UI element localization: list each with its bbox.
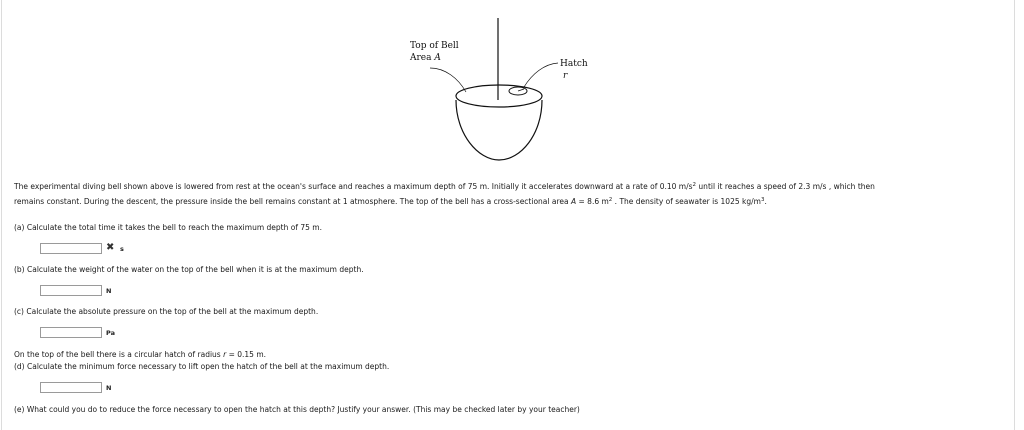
question-b-text: (b) Calculate the weight of the water on the top of the bell when it is at the maximum depth. [14,265,364,274]
hatch-leader-line [524,63,558,87]
unit-b: N [106,287,112,295]
answer-d-input[interactable] [40,382,102,393]
question-c-text: (c) Calculate the absolute pressure on the top of the bell at the maximum depth. [14,307,319,316]
question-d-text: (d) Calculate the minimum force necessary to lift open the hatch of the bell at the maximum depth. [14,362,390,371]
intro-line-2: remains constant. During the descent, the pressure inside the bell remains constant at 1 atmosphere. The top of the bell has a cross-sectional area A = 8.6 $m^2$ . The density of seawater is 1025 $kg/m^3$. [14,197,767,206]
bell-body [456,100,542,160]
hatch-radius-line [518,89,524,91]
unit-d: N [106,384,112,392]
unit-a: s [120,245,124,253]
incorrect-x-icon: ✖ [106,242,115,253]
label-area: Area A [410,53,441,63]
question-e-text: (e) What could you do to reduce the force necessary to open the hatch at this depth? Justify your answer. (This may be checked later by your teacher) [14,405,580,414]
hatch-info-text: On the top of the bell there is a circular hatch of radius r = 0.15 m. [14,350,267,359]
answer-c-input[interactable] [40,327,102,338]
intro-line-1: The experimental diving bell shown above is lowered from rest at the ocean's surface and reaches a maximum depth of 75 m. Initially it accelerates downward at a rate of 0.10 $m/s^2$ until it reaches a speed of 2.3 m/s , which then [14,182,875,191]
question-a-text: (a) Calculate the total time it takes the bell to reach the maximum depth of 75 m. [14,223,322,232]
bell-top-surface [456,85,542,107]
answer-b-input[interactable] [40,285,102,296]
answer-a-input[interactable] [40,243,102,254]
label-radius-r: r [563,71,568,81]
diving-bell-figure [400,16,600,166]
label-top-of-bell: Top of Bell [410,41,459,51]
area-leader-line [430,68,466,92]
unit-c: Pa [106,329,115,337]
label-hatch: Hatch [560,59,588,69]
